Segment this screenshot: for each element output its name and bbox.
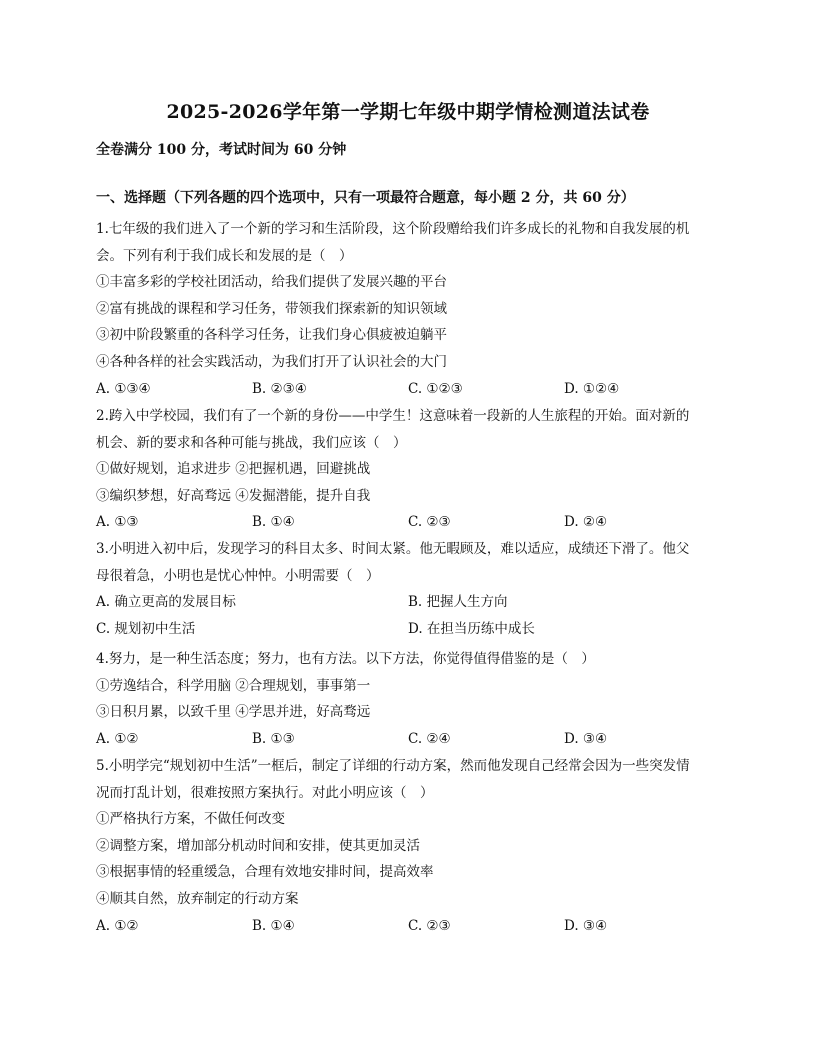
- statement: ①劳逸结合，科学用脑 ②合理规划，事事第一: [96, 677, 371, 694]
- option-a: A. ①③④: [96, 380, 151, 397]
- option-a: A. ①②: [96, 730, 139, 747]
- option-d: D. ②④: [564, 514, 608, 531]
- statement: ④顺其自然，放弃制定的行动方案: [96, 890, 299, 907]
- question-stem: 况而打乱计划，很难按照方案执行。对此小明应该（ ）: [96, 784, 434, 801]
- options-row: [96, 913, 720, 940]
- option-c: C. 规划初中生活: [96, 620, 196, 637]
- option-d: D. ③④: [564, 917, 608, 934]
- question-stem: 4.努力，是一种生活态度；努力，也有方法。以下方法，你觉得值得借鉴的是（ ）: [96, 651, 595, 667]
- statement: ④各种各样的社会实践活动，为我们打开了认识社会的大门: [96, 353, 447, 370]
- option-d: D. ③④: [564, 730, 608, 747]
- options-row: [96, 509, 720, 536]
- statement: ③根据事情的轻重缓急，合理有效地安排时间，提高效率: [96, 864, 434, 881]
- option-b: B. ①④: [252, 514, 295, 531]
- options-row: [96, 589, 720, 616]
- options-row: [96, 616, 720, 643]
- statement: ②调整方案，增加部分机动时间和安排，使其更加灵活: [96, 837, 420, 854]
- question-stem: 母很着急，小明也是忧心忡忡。小明需要（ ）: [96, 567, 380, 584]
- options-row: [96, 726, 720, 753]
- option-c: C. ②④: [408, 730, 451, 747]
- question-stem: 机会、新的要求和各种可能与挑战，我们应该（ ）: [96, 434, 407, 451]
- question-1: [96, 216, 720, 402]
- question-5: [96, 753, 720, 939]
- option-d: D. ①②④: [564, 380, 620, 397]
- option-b: B. ①③: [252, 730, 295, 747]
- statement: ①严格执行方案，不做任何改变: [96, 811, 285, 828]
- option-b: B. ①④: [252, 917, 295, 934]
- question-stem: 会。下列有利于我们成长和发展的是（ ）: [96, 247, 353, 264]
- question-stem: 5.小明学完“规划初中生活”一框后，制定了详细的行动方案，然而他发现自己经常会因为一些突发情: [96, 758, 690, 774]
- question-stem: 3.小明进入初中后，发现学习的科目太多、时间太紧。他无暇顾及，难以适应，成绩还下滑了。他父: [96, 541, 690, 557]
- option-a: A. ①②: [96, 917, 139, 934]
- option-c: C. ①②③: [408, 380, 463, 397]
- question-3: [96, 536, 720, 642]
- statement: ②富有挑战的课程和学习任务，带领我们探索新的知识领域: [96, 300, 447, 317]
- option-c: C. ②③: [408, 514, 451, 531]
- statement: ③日积月累，以致千里 ④学思并进，好高骛远: [96, 704, 371, 721]
- options-row: [96, 376, 720, 403]
- question-stem: 1.七年级的我们进入了一个新的学习和生活阶段，这个阶段赠给我们许多成长的礼物和自我发展的机: [96, 221, 690, 237]
- exam-subtitle: 全卷满分 100 分，考试时间为 60 分钟: [96, 142, 347, 158]
- option-c: C. ②③: [408, 917, 451, 934]
- question-stem: 2.跨入中学校园，我们有了一个新的身份——中学生！这意味着一段新的人生旅程的开始。面对新的: [96, 408, 690, 424]
- statement: ③编织梦想，好高骛远 ④发掘潜能，提升自我: [96, 487, 371, 504]
- question-2: [96, 403, 720, 536]
- option-a: A. ①③: [96, 514, 139, 531]
- statement: ③初中阶段繁重的各科学习任务，让我们身心俱疲被迫躺平: [96, 327, 447, 344]
- option-a: A. 确立更高的发展目标: [96, 594, 236, 611]
- option-b: B. 把握人生方向: [408, 594, 508, 611]
- question-4: [96, 646, 720, 752]
- exam-title: 2025-2026学年第一学期七年级中期学情检测道法试卷: [166, 101, 650, 123]
- statement: ①丰富多彩的学校社团活动，给我们提供了发展兴趣的平台: [96, 274, 447, 291]
- statement: ①做好规划，追求进步 ②把握机遇，回避挑战: [96, 461, 371, 478]
- section-title: 一、选择题（下列各题的四个选项中，只有一项最符合题意，每小题 2 分，共 60 分）: [96, 190, 635, 206]
- option-b: B. ②③④: [252, 380, 307, 397]
- option-d: D. 在担当历练中成长: [408, 620, 535, 637]
